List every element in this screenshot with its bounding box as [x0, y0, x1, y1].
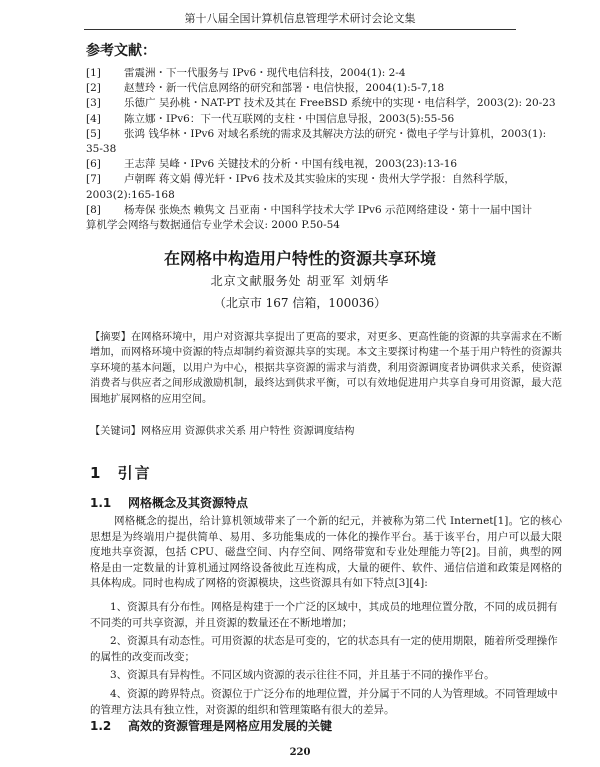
subsection-heading — [90, 494, 248, 511]
subsection-number: 1.1 — [90, 496, 112, 510]
author-address: （北京市 167 信箱，100036） — [213, 296, 387, 310]
intro-paragraph — [90, 514, 562, 592]
abstract: 【摘要】在网格环境中，用户对资源共享提出了更高的要求，对更多、更高性能的资源的共享需求在不断增加，而网格环境中资源的特点却制约着资源共享的实现。本文主要探讨构建一个基于用户特性的资源共享环境的基本问题，以用户为中心，根据共享资源的需求与消费，利用资源调度者协调供求关系，使资源消费者与供应者之间形成激励机制，最终达到供求平衡，可以有效地促进用户共享自身可用资源，最大范围地扩展网格的应用空间。 — [90, 332, 562, 405]
section-number: 1 — [90, 464, 103, 482]
paragraph-text: 网格概念的提出，给计算机领域带来了一个新的纪元，并被称为第二代 Internet[1]。它的核心思想是为终端用户提供简单、易用、多功能集成的一体化的操作平台。基于该平台，用户可以最大限度地共享资源，包括 CPU、磁盘空间、内存空间、网络带宽和专业处理能力等[2]。目前，典型的网格是由一定数量的计算机通过网络设备彼此互连构成，大量的硬件、软件、通信信道和政策是网格的具体构成。同时也构成了网格的资源模块，这些资源具有如下特点[3][4]: — [90, 515, 562, 590]
feature-item: 2、资源具有动态性。可用资源的状态是可变的，它的状态具有一定的使用期限，随着所受理操作的属性的改变而改变； — [90, 635, 558, 663]
reference-text: 张鸿 钱华林・IPv6 对域名系统的需求及其解决方法的研究・微电子学与计算机，2003(1): — [124, 127, 547, 140]
keywords: 【关键词】网格应用 资源供求关系 用户特性 资源调度结构 — [90, 426, 355, 437]
reference-item — [86, 157, 562, 172]
reference-item — [86, 66, 562, 81]
reference-number: [8] — [86, 203, 101, 216]
reference-number: [7] — [86, 173, 101, 186]
reference-text: 卢朝晖 蒋文娟 傅光轩・IPv6 技术及其实验床的实现・贵州大学学报：自然科学版， — [124, 173, 515, 186]
section-heading — [90, 462, 152, 483]
reference-number: [1] — [86, 67, 101, 79]
reference-item — [86, 127, 562, 157]
reference-item — [86, 203, 562, 233]
reference-text: 赵慧玲・新一代信息网络的研究和部署・电信快报，2004(1):5-7,18 — [124, 82, 445, 95]
article-authors: 北京文献服务处 胡亚军 刘炳华 — [210, 274, 390, 288]
subsection-heading — [90, 717, 332, 734]
subsection-number: 1.2 — [90, 719, 112, 733]
reference-text: 乐德广 吴孙桃・NAT-PT 技术及其在 FreeBSD 系统中的实现・电信科学，2003(2): 20-23 — [124, 97, 556, 110]
reference-text: 陈立娜・IPv6：下一代互联网的支柱・中国信息导报，2003(5):55-56 — [124, 112, 455, 125]
reference-continuation: 算机学会网络与数据通信专业学术会议: 2000 P.50-54 — [86, 219, 340, 232]
reference-item — [86, 81, 562, 96]
subsection-title: 网格概念及其资源特点 — [128, 496, 249, 510]
reference-item — [86, 172, 562, 202]
reference-list — [86, 66, 562, 233]
article-title: 在网格中构造用户特性的资源共享环境 — [163, 249, 436, 268]
reference-number: [3] — [86, 97, 101, 110]
feature-list — [90, 600, 562, 718]
page-number: 220 — [289, 747, 311, 758]
reference-number: [4] — [86, 112, 101, 125]
feature-item: 1、资源具有分布性。网格是构建于一个广泛的区域中，其成员的地理位置分散，不同的成员拥有不同类的可共享资源，并且资源的数量还在不断地增加； — [90, 601, 558, 629]
reference-item — [86, 112, 562, 127]
reference-item — [86, 96, 562, 111]
reference-number: [5] — [86, 127, 101, 140]
reference-text: 王志萍 吴峰・IPv6 关键技术的分析・中国有线电视，2003(23):13-16 — [124, 158, 458, 171]
feature-item: 3、资源具有异构性。不同区域内资源的表示往往不同，并且基于不同的操作平台。 — [110, 669, 495, 682]
reference-number: [6] — [86, 158, 101, 171]
references-heading: 参考文献： — [86, 43, 156, 59]
subsection-title: 高效的资源管理是网格应用发展的关键 — [128, 719, 333, 733]
reference-text: 雷震洲・下一代服务与 IPv6・现代电信科技，2004(1): 2-4 — [124, 67, 406, 79]
running-header: 第十八届全国计算机信息管理学术研讨会论文集 — [84, 10, 516, 30]
reference-continuation: 35-38 — [86, 143, 117, 156]
reference-number: [2] — [86, 82, 101, 95]
reference-text: 杨寿保 张焕杰 赖隽文 吕亚南・中国科学技术大学 IPv6 示范网络建设・第十一届中国计 — [124, 203, 533, 216]
feature-item: 4、资源的跨界特点。资源位于广泛分布的地理位置，并分属于不同的人为管理域。不同管理域中的管理方法具有独立性，对资源的组织和管理策略有很大的差异。 — [90, 687, 558, 716]
section-title: 引言 — [117, 464, 152, 482]
reference-continuation: 2003(2):165-168 — [86, 188, 175, 201]
